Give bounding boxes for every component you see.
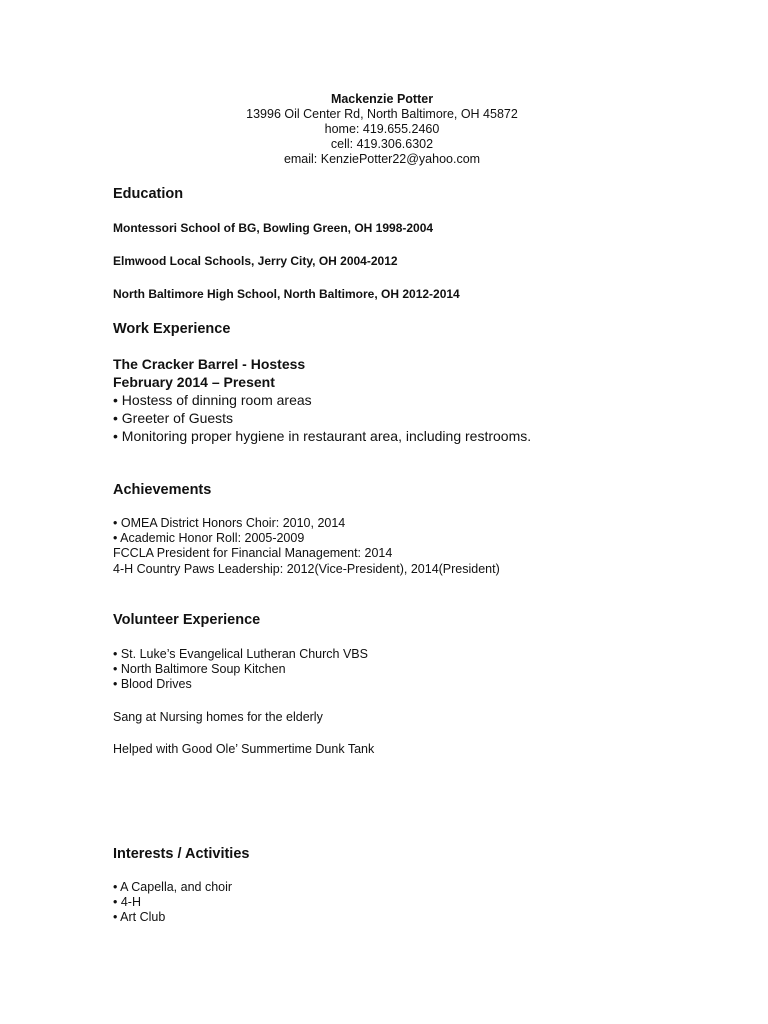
achievement-item-3: FCCLA President for Financial Management: 2014 (113, 546, 393, 561)
interests-list (113, 880, 232, 926)
volunteer-item-1: • St. Luke’s Evangelical Lutheran Church VBS (113, 647, 368, 661)
interests-heading: Interests / Activities (113, 846, 250, 862)
address-line: 13996 Oil Center Rd, North Baltimore, OH 45872 (246, 107, 518, 121)
applicant-name: Mackenzie Potter (330, 92, 434, 106)
education-school-2: Elmwood Local Schools, Jerry City, OH 2004-2012 (113, 254, 398, 268)
contact-header (0, 92, 764, 167)
volunteer-item-2: • North Baltimore Soup Kitchen (113, 662, 286, 677)
job-duty-2: • Greeter of Guests (113, 410, 234, 426)
cell-phone: cell: 419.306.6302 (330, 137, 434, 151)
volunteer-dunk-tank: Helped with Good Ole’ Summertime Dunk Tank (113, 742, 375, 756)
achievements-list (113, 516, 500, 577)
work-heading: Work Experience (113, 321, 231, 337)
achievement-item-2: • Academic Honor Roll: 2005-2009 (113, 531, 305, 546)
home-phone: home: 419.655.2460 (324, 122, 440, 136)
interest-item-2: • 4-H (113, 895, 141, 910)
education-school-1: Montessori School of BG, Bowling Green, OH 1998-2004 (113, 221, 434, 235)
email-address: email: KenziePotter22@yahoo.com (283, 152, 481, 166)
volunteer-list (113, 647, 368, 693)
achievement-item-1: • OMEA District Honors Choir: 2010, 2014 (113, 516, 346, 530)
achievement-item-4: 4-H Country Paws Leadership: 2012(Vice-President), 2014(President) (113, 561, 500, 576)
job-title: The Cracker Barrel - Hostess (113, 356, 306, 372)
education-heading: Education (113, 186, 184, 202)
job-dates: February 2014 – Present (113, 374, 275, 390)
interest-item-3: • Art Club (113, 910, 166, 925)
volunteer-heading: Volunteer Experience (113, 612, 261, 628)
job-duty-3: • Monitoring proper hygiene in restaurant area, including restrooms. (113, 428, 532, 444)
achievements-heading: Achievements (113, 482, 212, 498)
volunteer-nursing: Sang at Nursing homes for the elderly (113, 710, 323, 724)
education-school-3: North Baltimore High School, North Baltimore, OH 2012-2014 (113, 287, 460, 301)
job-duty-1: • Hostess of dinning room areas (113, 392, 312, 408)
job-block (113, 355, 531, 445)
interest-item-1: • A Capella, and choir (113, 880, 233, 894)
volunteer-item-3: • Blood Drives (113, 677, 192, 692)
